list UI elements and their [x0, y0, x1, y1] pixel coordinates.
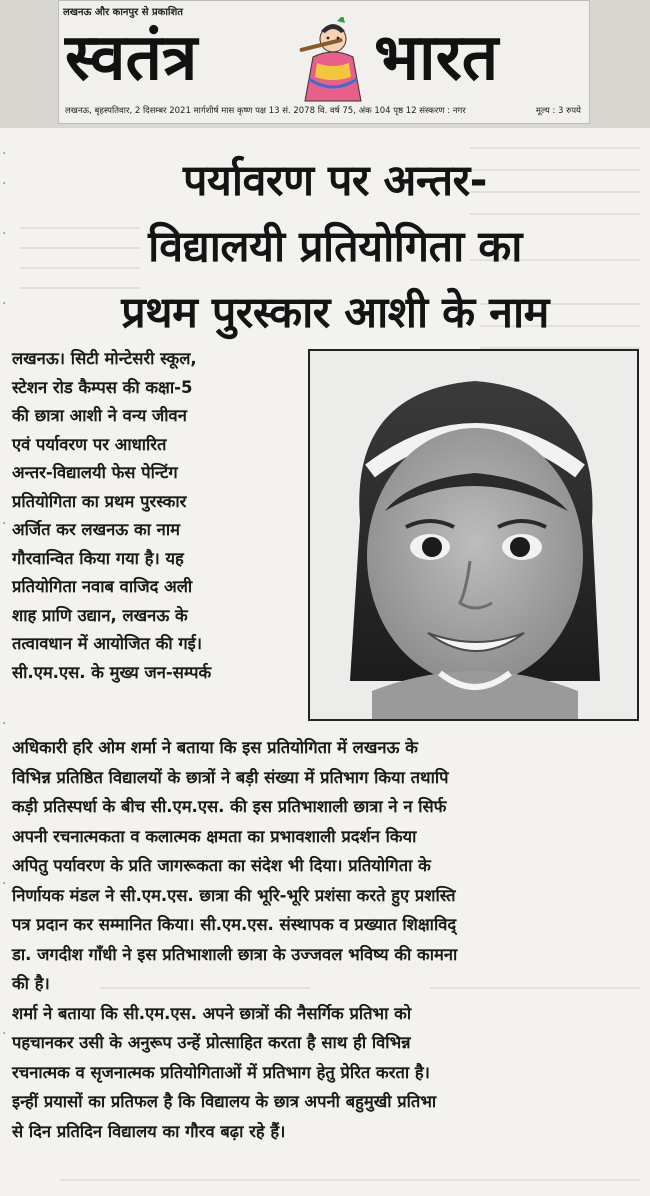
- newspaper-name-part2: भारत: [374, 20, 499, 95]
- text-line: डा. जगदीश गाँधी ने इस प्रतिभाशाली छात्रा के उज्जवल भविष्य की कामना: [12, 944, 458, 964]
- text-line: शाह प्राणि उद्यान, लखनऊ के: [12, 605, 188, 625]
- svg-text:·: ·: [2, 176, 7, 192]
- svg-text:·: ·: [2, 1026, 7, 1042]
- svg-text:·: ·: [2, 226, 7, 242]
- svg-text:·: ·: [2, 516, 7, 532]
- text-line: तत्वावधान में आयोजित की गई।: [12, 634, 203, 653]
- text-line: अर्जित कर लखनऊ का नाम: [12, 520, 180, 539]
- text-line: इन्हीं प्रयासों का प्रतिफल है कि विद्यालय के छात्र अपनी बहुमुखी प्रतिभा: [12, 1092, 437, 1111]
- text-line: विभिन्न प्रतिष्ठित विद्यालयों के छात्रों ने बड़ी संख्या में प्रतिभाग किया तथापि: [12, 767, 449, 787]
- text-line: प्रतियोगिता नवाब वाजिद अली: [12, 577, 193, 596]
- edition-info: लखनऊ, बृहस्पतिवार, 2 दिसम्बर 2021 मार्गशीर्ष मास कृष्ण पक्ष 13 सं. 2078 वि. वर्ष 75, अंक 104 पृष्ठ 12 संस्करण : नगर: [65, 106, 466, 116]
- girl-portrait-icon: [310, 351, 637, 719]
- headline-line-2: विद्यालयी प्रतियोगिता का: [148, 222, 522, 272]
- text-line: से दिन प्रतिदिन विद्यालय का गौरव बढ़ा रहे हैं।: [12, 1121, 286, 1141]
- svg-text:·: ·: [2, 296, 7, 312]
- student-photo: [308, 349, 639, 721]
- second-paragraph: [12, 999, 638, 1147]
- text-line: स्टेशन रोड कैम्पस की कक्षा-5: [12, 377, 193, 397]
- text-line: अधिकारी हरि ओम शर्मा ने बताया कि इस प्रतियोगिता में लखनऊ के: [12, 738, 418, 757]
- text-line: लखनऊ। सिटी मोन्टेसरी स्कूल,: [12, 349, 197, 368]
- text-line: पहचानकर उसी के अनुरूप उन्हें प्रोत्साहित करता है साथ ही विभिन्न: [12, 1033, 411, 1052]
- article-headline: [30, 148, 640, 346]
- text-line: अपितु पर्यावरण के प्रति जागरूकता का संदेश भी दिया। प्रतियोगिता के: [12, 856, 431, 875]
- price-label: मूल्य : 3 रुपये: [535, 106, 581, 116]
- text-line: प्रतियोगिता का प्रथम पुरस्कार: [12, 491, 187, 511]
- text-line: अपनी रचनात्मकता व कलात्मक क्षमता का प्रभावशाली प्रदर्शन किया: [12, 826, 417, 846]
- text-line: कड़ी प्रतिस्पर्धा के बीच सी.एम.एस. की इस प्रतिभाशाली छात्रा ने न सिर्फ: [12, 797, 447, 816]
- text-line: पत्र प्रदान कर सम्मानित किया। सी.एम.एस. संस्थापक व प्रख्यात शिक्षाविद्: [12, 915, 457, 934]
- newspaper-name-part1: स्वतंत्र: [65, 20, 198, 95]
- text-line: रचनात्मक व सृजनात्मक प्रतियोगिताओं में प्रतिभाग हेतु प्रेरित करता है।: [12, 1062, 430, 1082]
- text-line: अन्तर-विद्यालयी फेस पेन्टिंग: [12, 463, 178, 482]
- text-line: गौरवान्वित किया गया है। यह: [12, 548, 184, 568]
- article-left-column: [12, 345, 302, 687]
- text-line: की छात्रा आशी ने वन्य जीवन: [12, 406, 187, 425]
- text-line: सी.एम.एस. के मुख्य जन-सम्पर्क: [12, 662, 212, 682]
- text-line: एवं पर्यावरण पर आधारित: [12, 434, 167, 454]
- text-line: निर्णायक मंडल ने सी.एम.एस. छात्रा की भूरि-भूरि प्रशंसा करते हुए प्रशस्ति: [12, 885, 456, 905]
- headline-line-1: पर्यावरण पर अन्तर-: [182, 156, 488, 206]
- text-line: शर्मा ने बताया कि सी.एम.एस. अपने छात्रों की नैसर्गिक प्रतिभा को: [12, 1003, 412, 1023]
- krishna-logo-icon: [291, 17, 375, 103]
- svg-text:·: ·: [2, 716, 7, 732]
- svg-text:·: ·: [2, 876, 7, 892]
- headline-line-3: प्रथम पुरस्कार आशी के नाम: [121, 288, 549, 338]
- article-body: [12, 733, 638, 1146]
- masthead-tagline: लखनऊ और कानपुर से प्रकाशित: [63, 7, 184, 18]
- text-line: की है।: [12, 974, 50, 993]
- newspaper-masthead: [58, 0, 590, 124]
- svg-text:·: ·: [2, 146, 7, 162]
